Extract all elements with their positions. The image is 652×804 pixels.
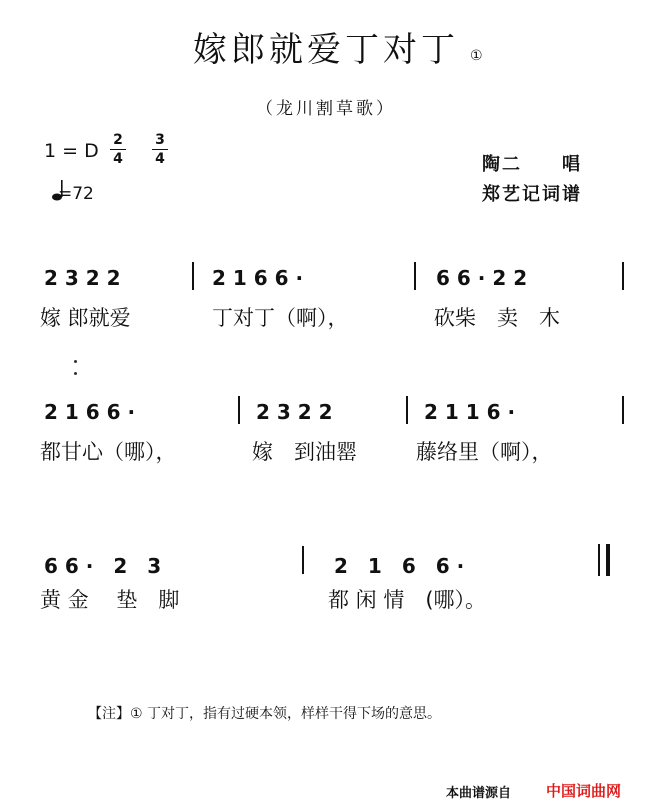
barline [302, 546, 304, 574]
notes-line2-measure3: 2 1 1 6 · [424, 400, 516, 424]
time-signature-3-4: 3 4 [152, 132, 168, 167]
time-signature-2-4: 2 4 [110, 132, 126, 167]
barline [406, 396, 408, 424]
notes-line2-measure1: 2 1 6 6 · [44, 400, 136, 424]
barline [622, 262, 624, 290]
lyrics-line2-c: 藤络里（啊）， [416, 440, 553, 464]
barline [238, 396, 240, 424]
transcriber-credit: 郑艺记词谱 [482, 184, 582, 205]
decorative-dot [74, 372, 77, 375]
decorative-dot [74, 360, 77, 363]
title-footnote-marker: ① [470, 48, 483, 64]
notes-line1-measure1: 2 3 2 2 [44, 266, 121, 290]
lyrics-line3-a: 黄 金 垫 脚 [40, 588, 180, 612]
notes-line2-measure2: 2 3 2 2 [256, 400, 333, 424]
song-title: 嫁郎就爱丁对丁 [193, 30, 459, 70]
barline [192, 262, 194, 290]
tempo-marking: =72 [58, 184, 94, 204]
lyrics-line1-b: 丁对丁（啊）， [212, 306, 349, 330]
source-label: 本曲谱源自 [446, 786, 512, 801]
final-barline-thin [598, 544, 600, 576]
barline [414, 262, 416, 290]
lyrics-line1-a: 嫁 郎就爱 [40, 306, 131, 330]
notes-line3-measure2: 2 1 6 6 · [334, 554, 465, 578]
barline [622, 396, 624, 424]
lyrics-line3-b: 都 闲 情 (哪）。 [328, 588, 487, 612]
notes-line1-measure3: 6 6 · 2 2 [436, 266, 528, 290]
lyrics-line1-c: 砍柴 卖 木 [434, 306, 560, 330]
notes-line1-measure2: 2 1 6 6 · [212, 266, 304, 290]
song-subtitle: （龙川割草歌） [256, 99, 396, 119]
key-signature: 1 = D [44, 140, 99, 162]
lyrics-line2-a: 都甘心（哪）， [40, 440, 177, 464]
final-barline-thick [606, 544, 610, 576]
lyrics-line2-b: 嫁 到油罂 [252, 440, 357, 464]
source-site-link[interactable]: 中国词曲网 [546, 782, 622, 800]
footnote: 【注】① 丁对丁，指有过硬本领，样样干得下场的意思。 [88, 706, 441, 722]
singer-credit: 陶二 唱 [482, 154, 582, 175]
notes-line3-measure1: 6 6 · 2 3 [44, 554, 162, 578]
